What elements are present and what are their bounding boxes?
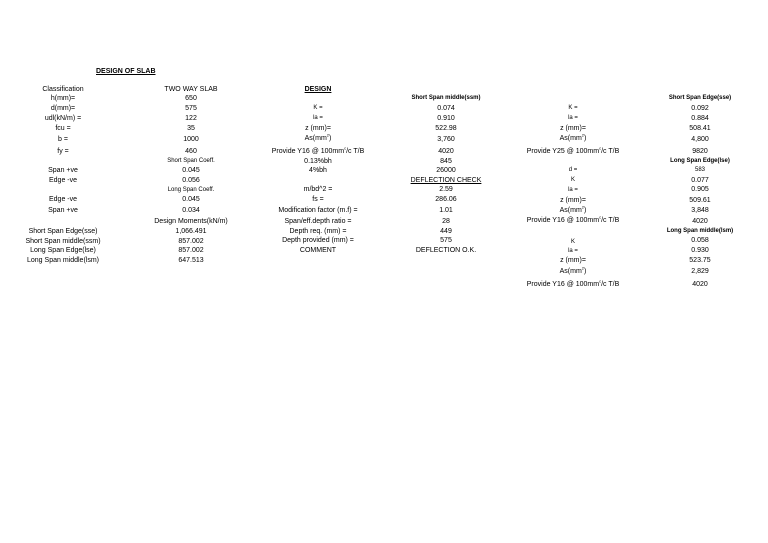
lse-label: $As(mm^2)$: [559, 204, 587, 214]
deflection-label: fs =: [312, 196, 324, 203]
ssm-label: la =: [313, 115, 323, 121]
deflection-label: Depth provided (mm) =: [282, 237, 354, 244]
input-value: 35: [187, 125, 195, 132]
sse-value: 0.092: [691, 105, 709, 112]
deflection-value: 449: [440, 228, 452, 235]
input-label: h(mm)=: [50, 95, 76, 102]
moment-value: 857.002: [178, 238, 204, 245]
coeff-label: Span +ve: [48, 167, 78, 174]
deflection-label: Modification factor (m.f) =: [278, 207, 358, 214]
max-steel-label: 4%bh: [309, 167, 327, 174]
design-moments-heading: Design Moments(kN/m): [154, 218, 228, 225]
lsm-label: z (mm)=: [560, 257, 586, 264]
sse-value: 4,800: [691, 136, 709, 143]
lsm-provide-value: 4020: [692, 281, 708, 288]
deflection-label: m/bd^2 =: [303, 186, 333, 193]
moment-label: Short Span middle(ssm): [25, 238, 101, 245]
min-steel-value: 845: [440, 158, 452, 165]
ssm-heading: Short Span middle(ssm): [411, 95, 481, 101]
coeff-label: Edge -ve: [48, 177, 78, 184]
lse-label: z (mm)=: [560, 197, 586, 204]
lsm-value: 2,829: [691, 268, 709, 275]
moment-label: Long Span middle(lsm): [27, 257, 99, 264]
comment-label: COMMENT: [299, 247, 337, 254]
lsm-label: $As(mm^2)$: [559, 265, 587, 275]
classification-value: TWO WAY SLAB: [164, 86, 218, 93]
lsm-provide-label: Provide Y16 @ $100mm^c/c$ T/B: [526, 278, 620, 288]
deflection-label: Span/eff.depth ratio =: [284, 218, 352, 225]
lse-provide-label: Provide Y16 @ $100mm^c/c$ T/B: [526, 214, 620, 224]
ssm-provide-value: 4020: [438, 148, 454, 155]
design-heading: DESIGN: [304, 86, 332, 93]
deflection-value: 28: [442, 218, 450, 225]
moment-label: Short Span Edge(sse): [28, 228, 98, 235]
coeff-value: 0.045: [182, 196, 200, 203]
deflection-value: 1.01: [439, 207, 453, 214]
comment-value: DEFLECTION O.K.: [415, 247, 477, 254]
input-label: d(mm)=: [50, 105, 76, 112]
coeff-value: 0.045: [182, 167, 200, 174]
lse-heading: Long Span Edge(lse): [670, 158, 730, 164]
sse-provide-label: Provide Y25 @ $100mm^c/c$ T/B: [526, 145, 620, 155]
sse-label: K =: [568, 105, 578, 111]
input-value: 122: [185, 115, 197, 122]
moment-value: 857.002: [178, 247, 204, 254]
sse-label: z (mm)=: [560, 125, 586, 132]
coeff-label: Edge -ve: [48, 196, 78, 203]
sse-value: 508.41: [689, 125, 711, 132]
input-value: 650: [185, 95, 197, 102]
input-label: udl(kN/m) =: [44, 115, 82, 122]
deflection-check-heading: DEFLECTION CHECK: [410, 177, 482, 184]
lse-value: 3,848: [691, 207, 709, 214]
sse-label: la =: [568, 115, 578, 121]
min-steel-label: 0.13%bh: [304, 158, 332, 165]
input-value: 1000: [183, 136, 199, 143]
input-label: fcu =: [55, 125, 71, 132]
moment-value: 647.513: [178, 257, 204, 264]
ssm-label: $As(mm^2)$: [304, 132, 332, 142]
ssm-value: 3,760: [437, 136, 455, 143]
deflection-label: Depth req. (mm) =: [289, 228, 347, 235]
ssm-provide-label: Provide Y16 @ $100mm^c/c$ T/B: [271, 145, 365, 155]
input-value: 460: [185, 148, 197, 155]
coeff-label: Span +ve: [48, 207, 78, 214]
lsm-value: 523.75: [689, 257, 711, 264]
input-label: fy =: [57, 148, 69, 155]
lse-value: 0.905: [691, 186, 709, 193]
max-steel-value: 26000: [436, 167, 456, 174]
ssm-value: 0.910: [437, 115, 455, 122]
lse-value: 0.077: [691, 177, 709, 184]
sse-label: $As(mm^2)$: [559, 132, 587, 142]
lse-provide-value: 4020: [692, 218, 708, 225]
ssm-label: z (mm)=: [305, 125, 331, 132]
coeff-value: 0.056: [182, 177, 200, 184]
coeff-value: 0.034: [182, 207, 200, 214]
moment-label: Long Span Edge(lse): [30, 247, 96, 254]
page-title: DESIGN OF SLAB: [96, 68, 156, 75]
sse-provide-value: 9820: [692, 148, 708, 155]
short-span-coeff-heading: Short Span Coeff.: [167, 158, 215, 164]
classification-label: Classification: [42, 86, 84, 93]
lse-value: 583: [694, 167, 706, 173]
deflection-value: 2.59: [439, 186, 453, 193]
lsm-label: la =: [568, 248, 578, 254]
deflection-value: 286.06: [435, 196, 457, 203]
lsm-heading: Long Span middle(lsm): [666, 228, 734, 234]
long-span-coeff-heading: Long Span Coeff.: [167, 187, 215, 193]
ssm-label: K =: [313, 105, 323, 111]
sse-heading: Short Span Edge(sse): [668, 95, 732, 101]
moment-value: 1,066.491: [175, 228, 207, 235]
lsm-label: K: [570, 239, 576, 245]
deflection-value: 575: [440, 237, 452, 244]
lsm-value: 0.930: [691, 247, 709, 254]
lse-label: d =: [568, 167, 578, 173]
ssm-value: 0.074: [437, 105, 455, 112]
input-value: 575: [185, 105, 197, 112]
ssm-value: 522.98: [435, 125, 457, 132]
lse-label: la =: [568, 187, 578, 193]
lse-value: 509.61: [689, 197, 711, 204]
sse-value: 0.884: [691, 115, 709, 122]
lse-label: K: [570, 177, 576, 183]
input-label: b =: [58, 136, 68, 143]
lsm-value: 0.058: [691, 237, 709, 244]
